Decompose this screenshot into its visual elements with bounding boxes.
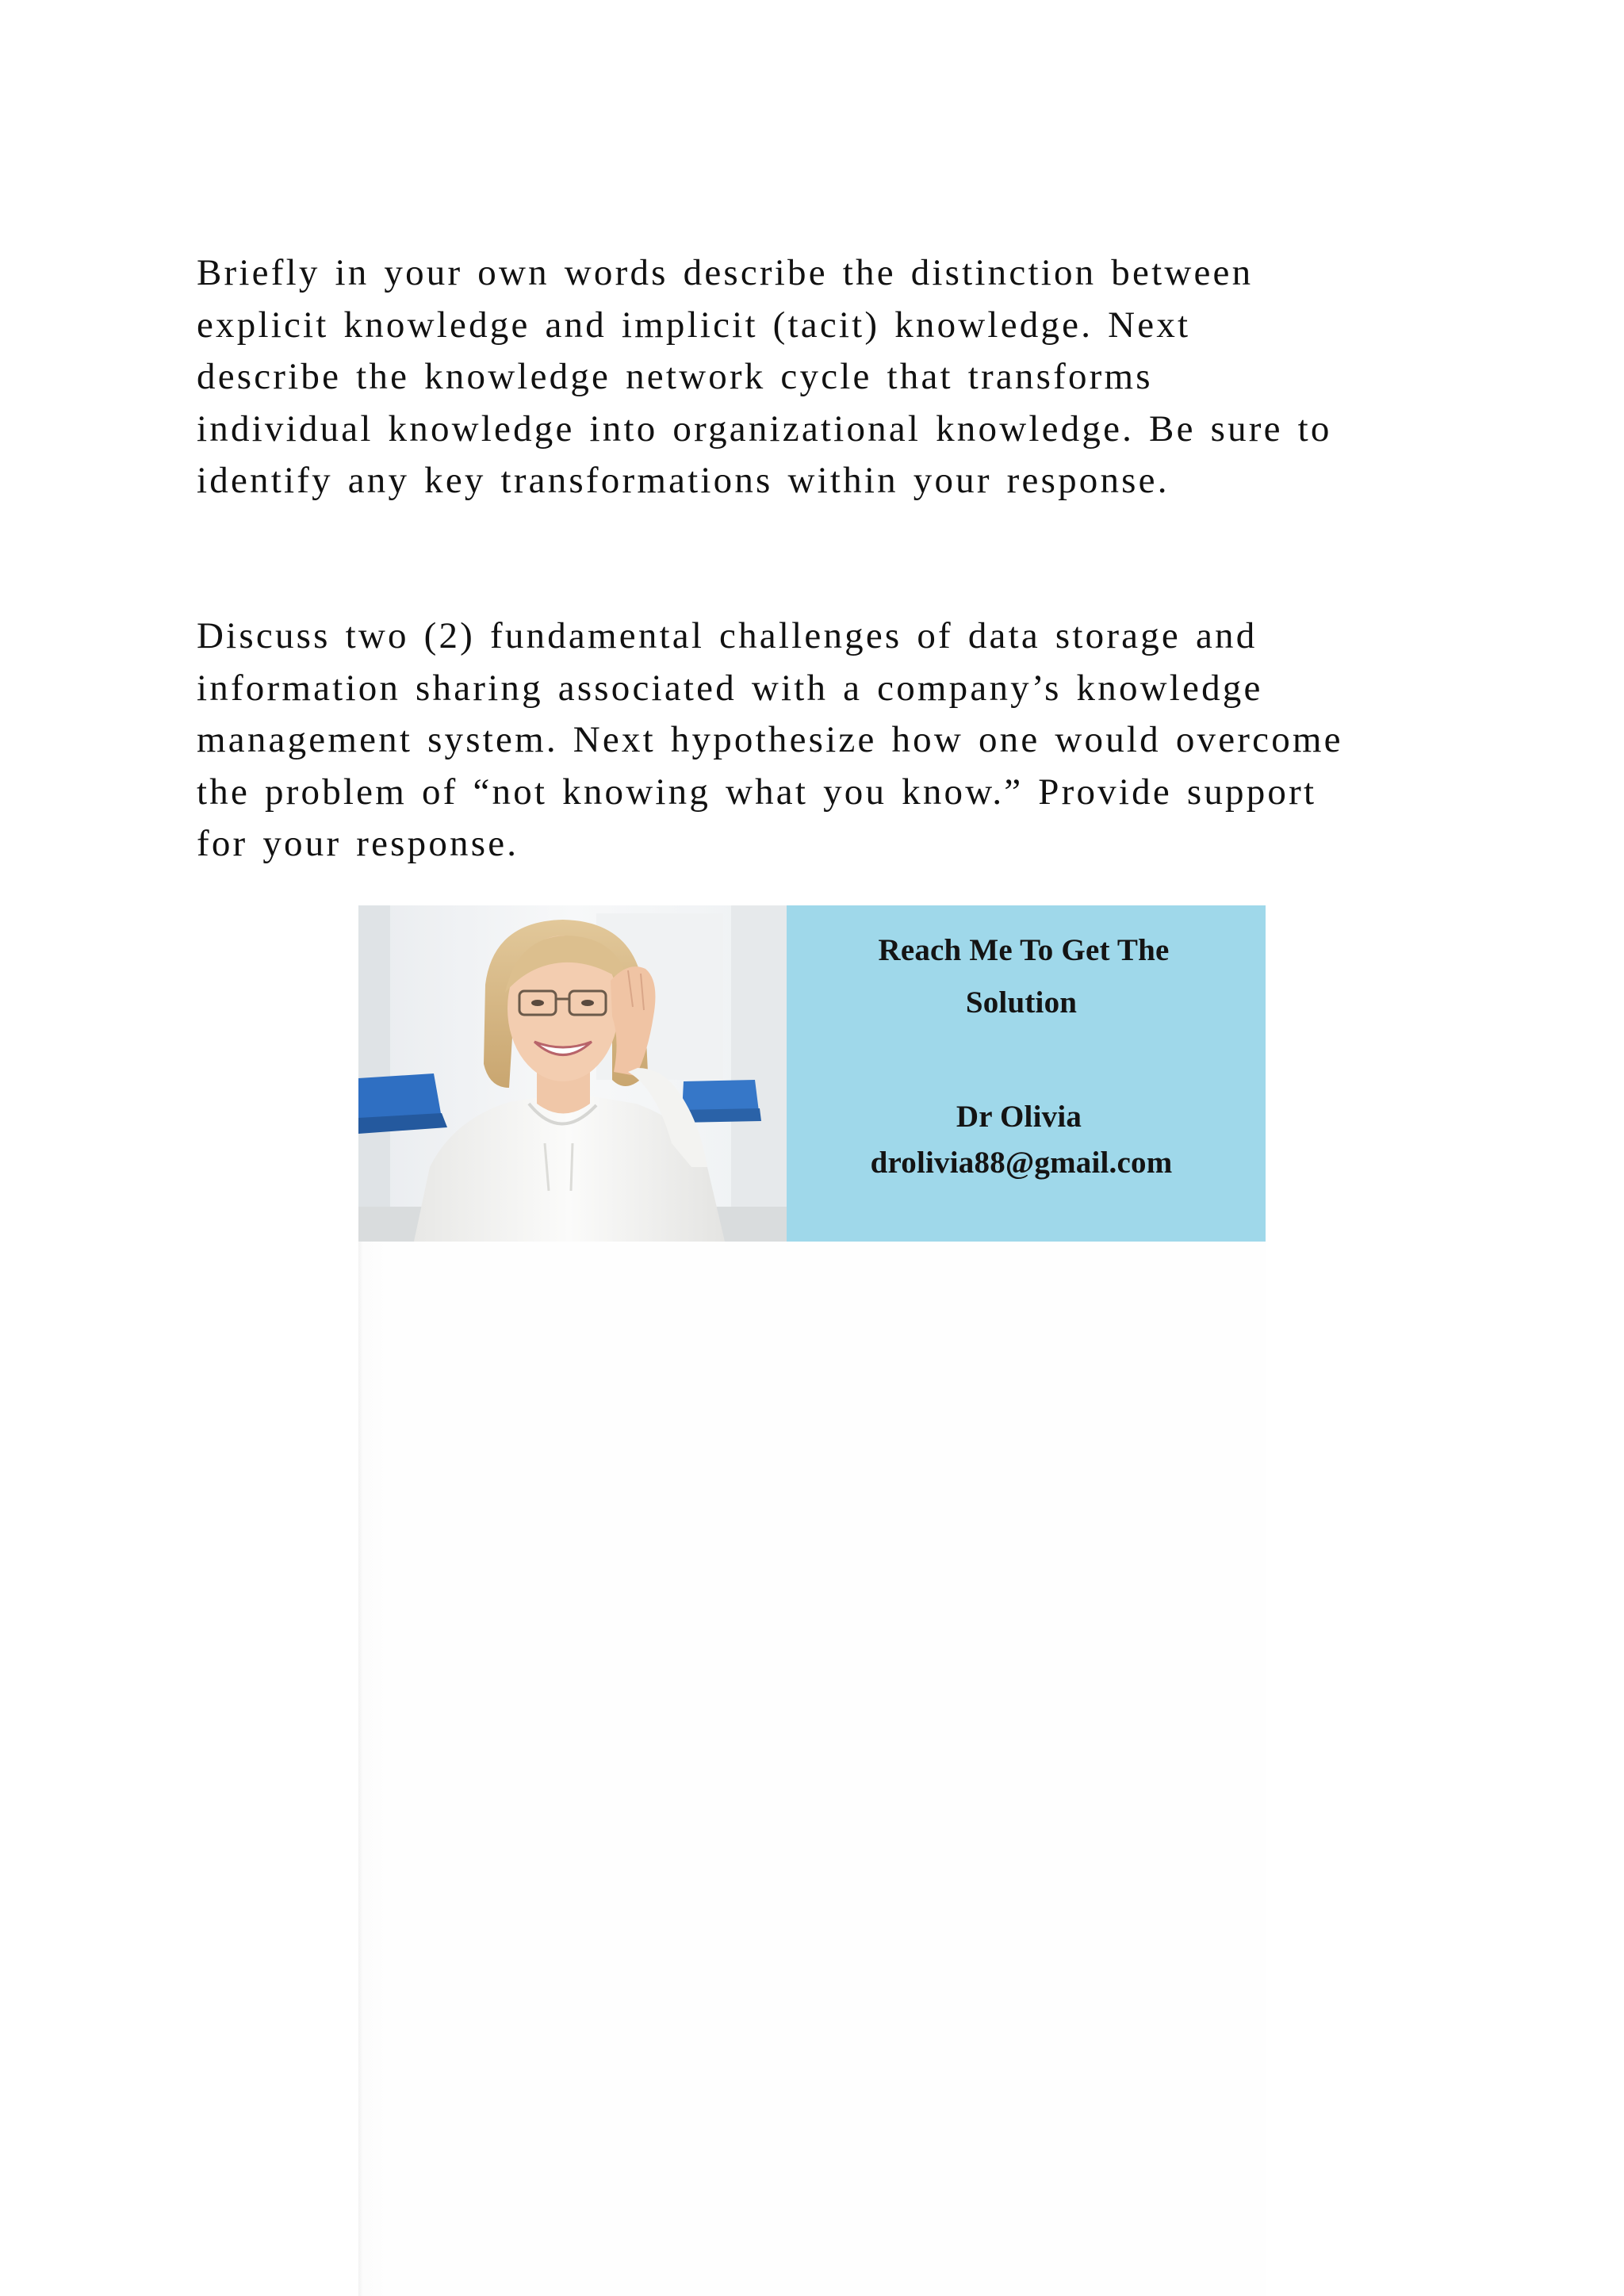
paragraph-line: for your response. bbox=[197, 823, 519, 864]
contact-card bbox=[787, 905, 1266, 1242]
question-paragraph-2 bbox=[197, 610, 1465, 871]
contact-name: Dr Olivia bbox=[956, 1100, 1082, 1134]
paragraph-line: Discuss two (2) fundamental challenges of data storage and bbox=[197, 615, 1258, 656]
paragraph-line: management system. Next hypothesize how one would overcome bbox=[197, 719, 1343, 760]
paragraph-line: Briefly in your own words describe the distinction between bbox=[197, 252, 1254, 293]
paragraph-line: information sharing associated with a company’s knowledge bbox=[197, 667, 1263, 709]
card-heading-line-1: Reach Me To Get The bbox=[878, 933, 1170, 967]
contact-email: drolivia88@gmail.com bbox=[870, 1146, 1173, 1180]
paragraph-line: identify any key transformations within your response. bbox=[197, 460, 1170, 501]
paragraph-line: individual knowledge into organizational knowledge. Be sure to bbox=[197, 408, 1332, 450]
question-paragraph-1 bbox=[197, 247, 1465, 507]
card-heading-line-2: Solution bbox=[965, 985, 1078, 1020]
woman-photo bbox=[358, 905, 787, 1242]
paragraph-line: describe the knowledge network cycle that transforms bbox=[197, 356, 1153, 397]
paragraph-line: explicit knowledge and implicit (tacit) knowledge. Next bbox=[197, 304, 1191, 346]
contact-banner bbox=[358, 905, 1266, 1242]
scan-shadow bbox=[358, 1242, 1266, 2296]
paragraph-line: the problem of “not knowing what you know.” Provide support bbox=[197, 771, 1317, 813]
